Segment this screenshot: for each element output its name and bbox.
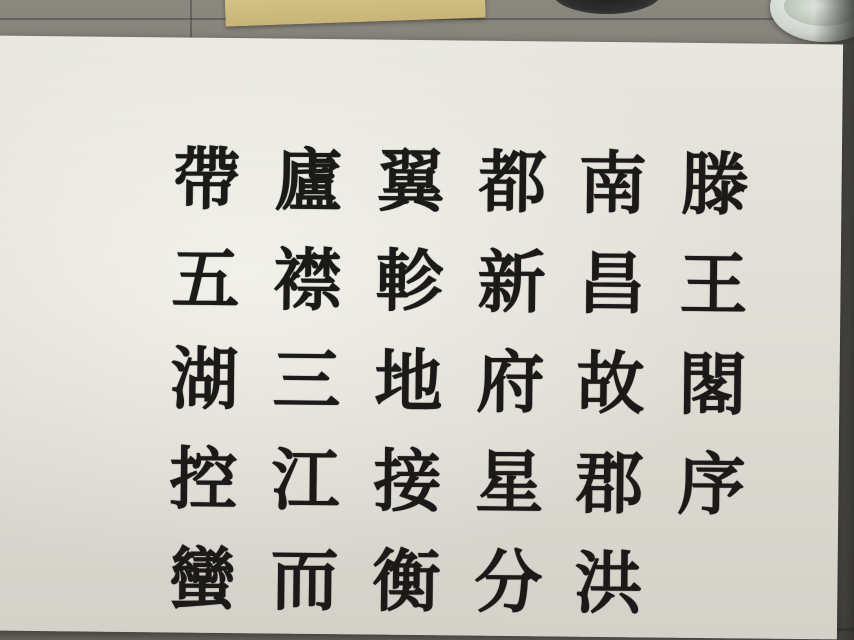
calligraphy-column-4 — [361, 131, 456, 632]
calligraphy-character: 五 — [171, 239, 241, 321]
calligraphy-character: 地 — [374, 341, 443, 423]
calligraphy-character: 襟 — [273, 240, 343, 322]
calligraphy-character: 帶 — [172, 139, 242, 221]
yellow-paper-strip — [224, 0, 485, 27]
calligraphy-character: 滕 — [680, 144, 750, 226]
calligraphy-character: 控 — [169, 439, 238, 521]
calligraphy-character: 南 — [578, 143, 648, 225]
calligraphy-sheet — [0, 36, 843, 640]
calligraphy-character: 湖 — [170, 339, 239, 421]
floor-tile-line — [190, 0, 192, 40]
calligraphy-character: 閣 — [678, 344, 747, 426]
calligraphy-character: 衡 — [372, 541, 441, 623]
calligraphy-character: 接 — [373, 441, 442, 523]
calligraphy-character: 王 — [679, 244, 748, 326]
calligraphy-character: 廬 — [274, 140, 344, 222]
ink-dish — [552, 0, 662, 14]
calligraphy-character: 昌 — [577, 243, 646, 325]
calligraphy-character: 府 — [476, 342, 545, 424]
calligraphy-character: 序 — [677, 444, 746, 526]
calligraphy-character: 新 — [477, 242, 546, 324]
calligraphy-column-1 — [666, 135, 760, 536]
calligraphy-character: 三 — [272, 340, 341, 422]
calligraphy-character: 江 — [271, 440, 340, 522]
calligraphy-character: 都 — [478, 142, 548, 224]
calligraphy-column-5 — [259, 130, 354, 631]
calligraphy-character: 蠻 — [168, 539, 237, 621]
calligraphy-column-2 — [563, 134, 658, 635]
calligraphy-character: 郡 — [575, 443, 644, 525]
calligraphy-character: 洪 — [573, 543, 643, 625]
calligraphy-character: 故 — [576, 343, 645, 425]
calligraphy-character: 星 — [475, 442, 544, 524]
calligraphy-character: 分 — [474, 542, 543, 624]
calligraphy-column-6 — [157, 129, 252, 630]
calligraphy-character: 而 — [270, 540, 339, 622]
calligraphy-character: 翼 — [376, 141, 446, 223]
calligraphy-column-3 — [463, 133, 558, 634]
calligraphy-character: 軫 — [375, 241, 444, 323]
